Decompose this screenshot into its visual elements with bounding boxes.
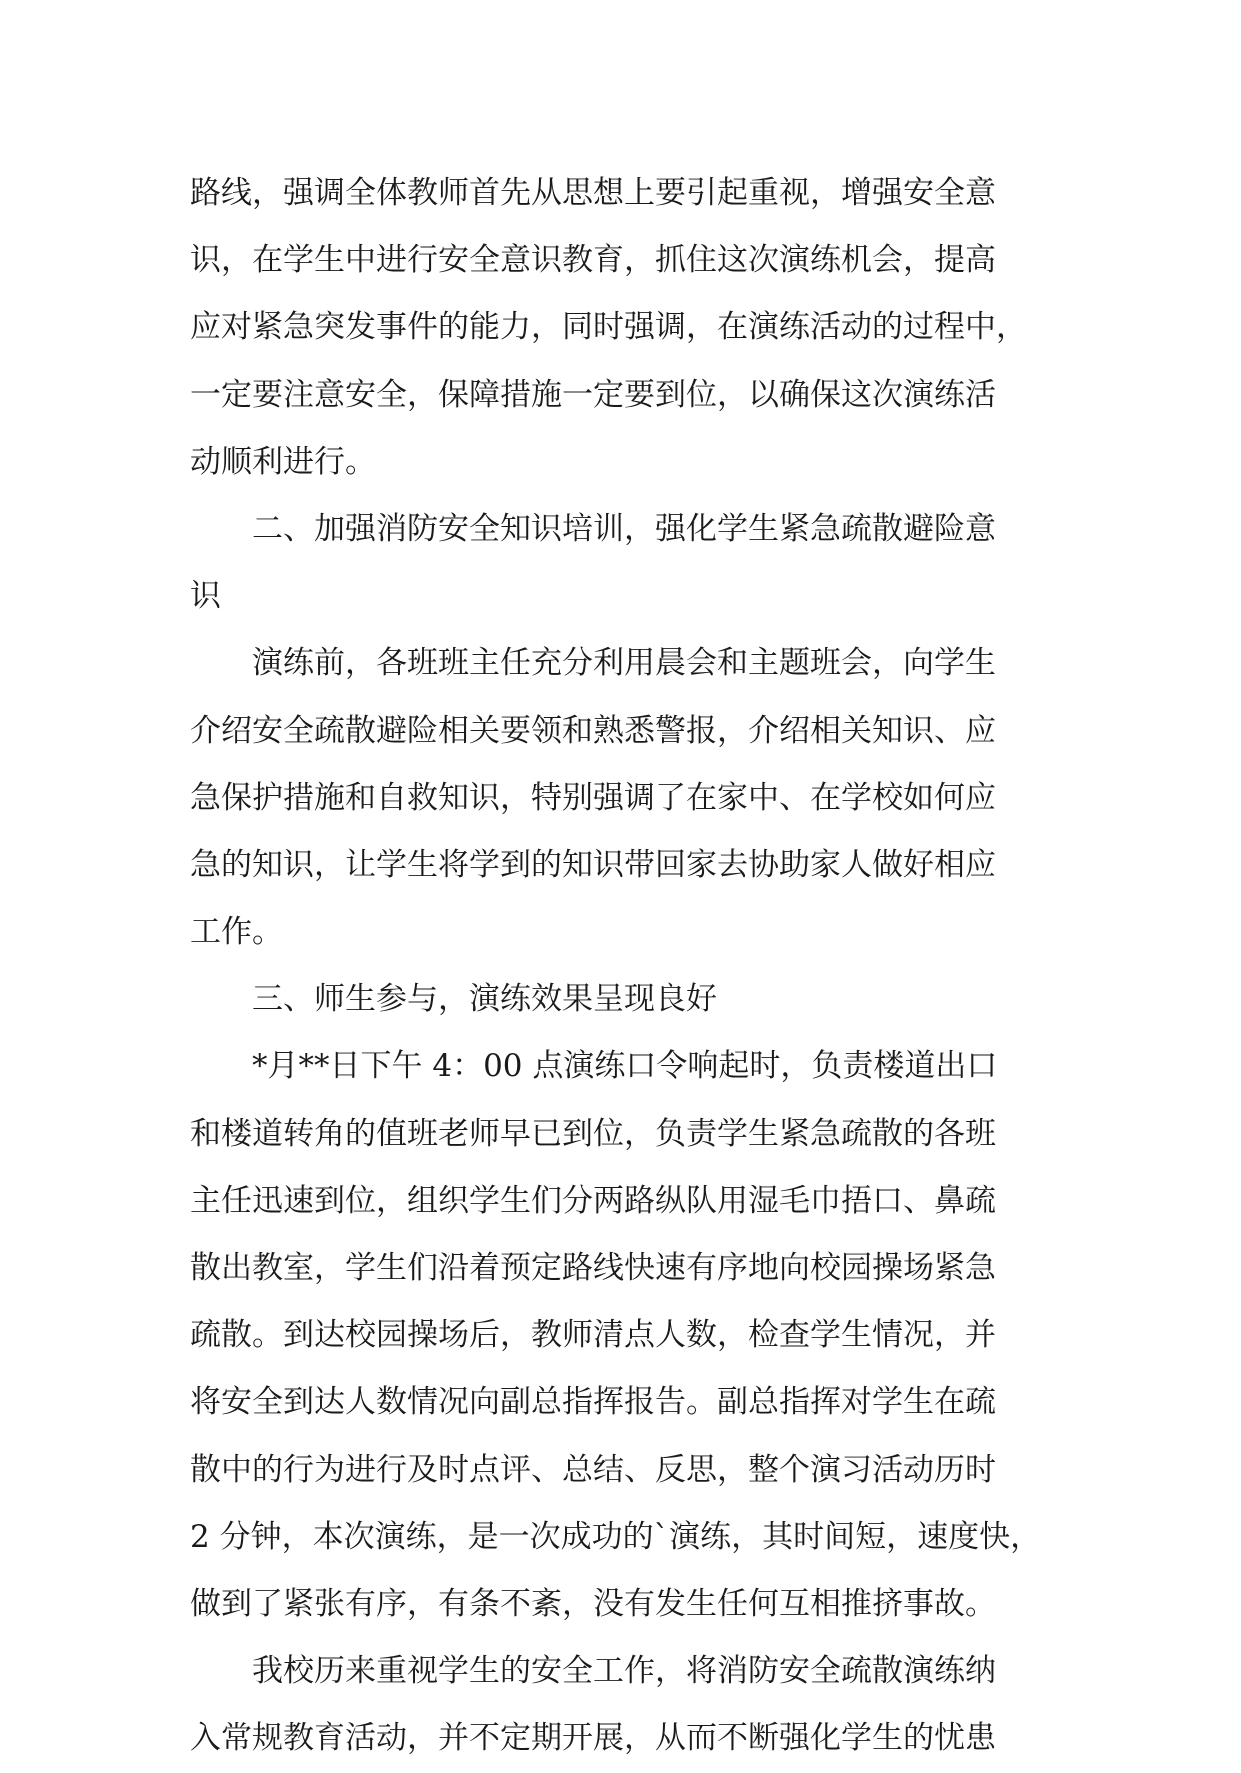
text-line: 识，在学生中进行安全意识教育，抓住这次演练机会，提高 [190,242,996,279]
text-line: 路线，强调全体教师首先从思想上要引起重视，增强安全意 [190,175,996,211]
text-line: 疏散。到达校园操场后，教师清点人数，检查学生情况，并 [190,1317,996,1354]
section-heading-line: 三、师生参与，演练效果呈现良好 [190,981,717,1018]
text-line: 应对紧急突发事件的能力，同时强调，在演练活动的过程中， [190,309,1027,346]
text-line: 动顺利进行。 [190,443,376,480]
text-line: 散中的行为进行及时点评、总结、反思，整个演习活动历时 [190,1451,996,1488]
text-line: 一定要注意安全，保障措施一定要到位，以确保这次演练活 [190,376,996,413]
text-line: 工作。 [190,914,283,951]
text-line: 和楼道转角的值班老师早已到位，负责学生紧急疏散的各班 [190,1115,996,1152]
text-line: *月**日下午 4：00 点演练口令响起时，负责楼道出口 [190,1048,998,1085]
text-line: 演练前，各班班主任充分利用晨会和主题班会，向学生 [190,645,996,682]
document-body [190,160,1056,1773]
text-line: 急的知识，让学生将学到的知识带回家去协助家人做好相应 [190,846,996,883]
text-line: 主任迅速到位，组织学生们分两路纵队用湿毛巾捂口、鼻疏 [190,1182,996,1219]
text-line: 做到了紧张有序，有条不紊，没有发生任何互相推挤事故。 [190,1585,996,1622]
text-line: 2 分钟，本次演练，是一次成功的`演练，其时间短，速度快， [190,1518,1042,1555]
text-line: 急保护措施和自救知识，特别强调了在家中、在学校如何应 [190,779,996,816]
section-heading-line: 识 [190,578,221,615]
text-line: 介绍安全疏散避险相关要领和熟悉警报，介绍相关知识、应 [190,712,996,749]
text-line: 入常规教育活动，并不定期开展，从而不断强化学生的忧患 [190,1720,996,1757]
text-line: 我校历来重视学生的安全工作，将消防安全疏散演练纳 [190,1653,996,1690]
text-line: 散出教室，学生们沿着预定路线快速有序地向校园操场紧急 [190,1250,996,1286]
section-heading-line: 二、加强消防安全知识培训，强化学生紧急疏散避险意 [190,510,996,547]
text-line: 将安全到达人数情况向副总指挥报告。副总指挥对学生在疏 [190,1384,996,1421]
